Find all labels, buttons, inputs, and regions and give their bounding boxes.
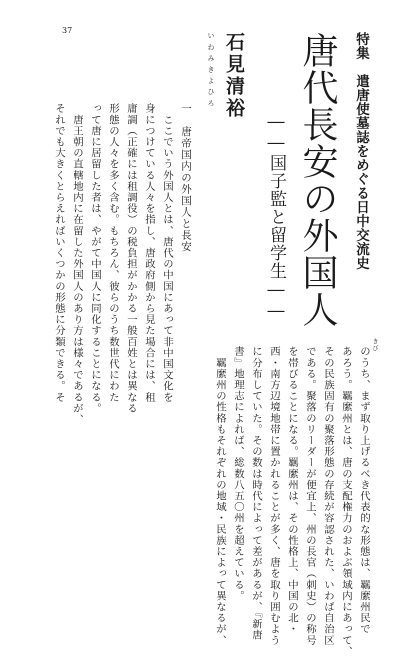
upper-line: それでも大きくとらえればいくつかの形態に分類できる。そ: [53, 103, 65, 403]
lower-line: に分布していた。その数は時代によって差があるが、『新唐: [250, 346, 262, 641]
lower-line: あろう。羈縻州とは、唐の支配権力のおよぶ領域内にあって、: [340, 346, 352, 657]
article-title: 唐代長安の外国人: [297, 32, 338, 328]
upper-line: 身につけている人々を指し、唐政府側から見た場合には、租: [143, 103, 155, 403]
ruby-kibi: きび: [371, 338, 378, 352]
lower-line: のうち、まず取り上げるべき代表的な形態は、羈縻州民で: [358, 346, 370, 635]
author-ruby: いわみきよひろ: [207, 32, 215, 111]
lower-line: 書』地理志によれば、総数八五〇州を超えている。: [232, 346, 244, 602]
lower-line: その民族固有の聚落形態の存続が容認された、いわば自治区: [322, 346, 334, 646]
author-name: 石見清裕: [223, 32, 245, 120]
section-heading: 一 唐帝国内の外国人と長安: [180, 103, 192, 253]
upper-line: って唐に居留した者は、やがて中国人に同化することになる。: [89, 103, 101, 414]
lower-line: を帯びることになる。羈縻州は、その性格上、中国の北・: [286, 346, 298, 635]
feature-topic: 特集 遣唐使墓誌をめぐる日中交流史: [353, 32, 369, 270]
upper-line: 唐王朝の直轄地内に在留した外国人のあり方は様々であるが、: [71, 103, 83, 425]
upper-line: 庸調（正確には租調役）の税負担がかかる一般百姓とは異なる: [125, 103, 137, 414]
lower-line: 西・南方辺境地帯に置かれることが多く、唐を取り囲むよう: [268, 346, 280, 646]
upper-line: ここでいう外国人とは、唐代の中国にあって非中国文化を: [161, 103, 173, 403]
article-subtitle: ――国子監と留学生――: [266, 112, 286, 322]
lower-line: である。聚落のリーダーが便宜上、州の長官（刺史）の称号: [304, 346, 316, 646]
upper-line: 形態の人々を多く含む。もちろん、彼らのうち数世代にわた: [107, 103, 119, 403]
lower-line: 羈縻州の性格もそれぞれの地域・民族によって異なるが、: [214, 346, 226, 646]
page-number: 37: [62, 26, 73, 35]
